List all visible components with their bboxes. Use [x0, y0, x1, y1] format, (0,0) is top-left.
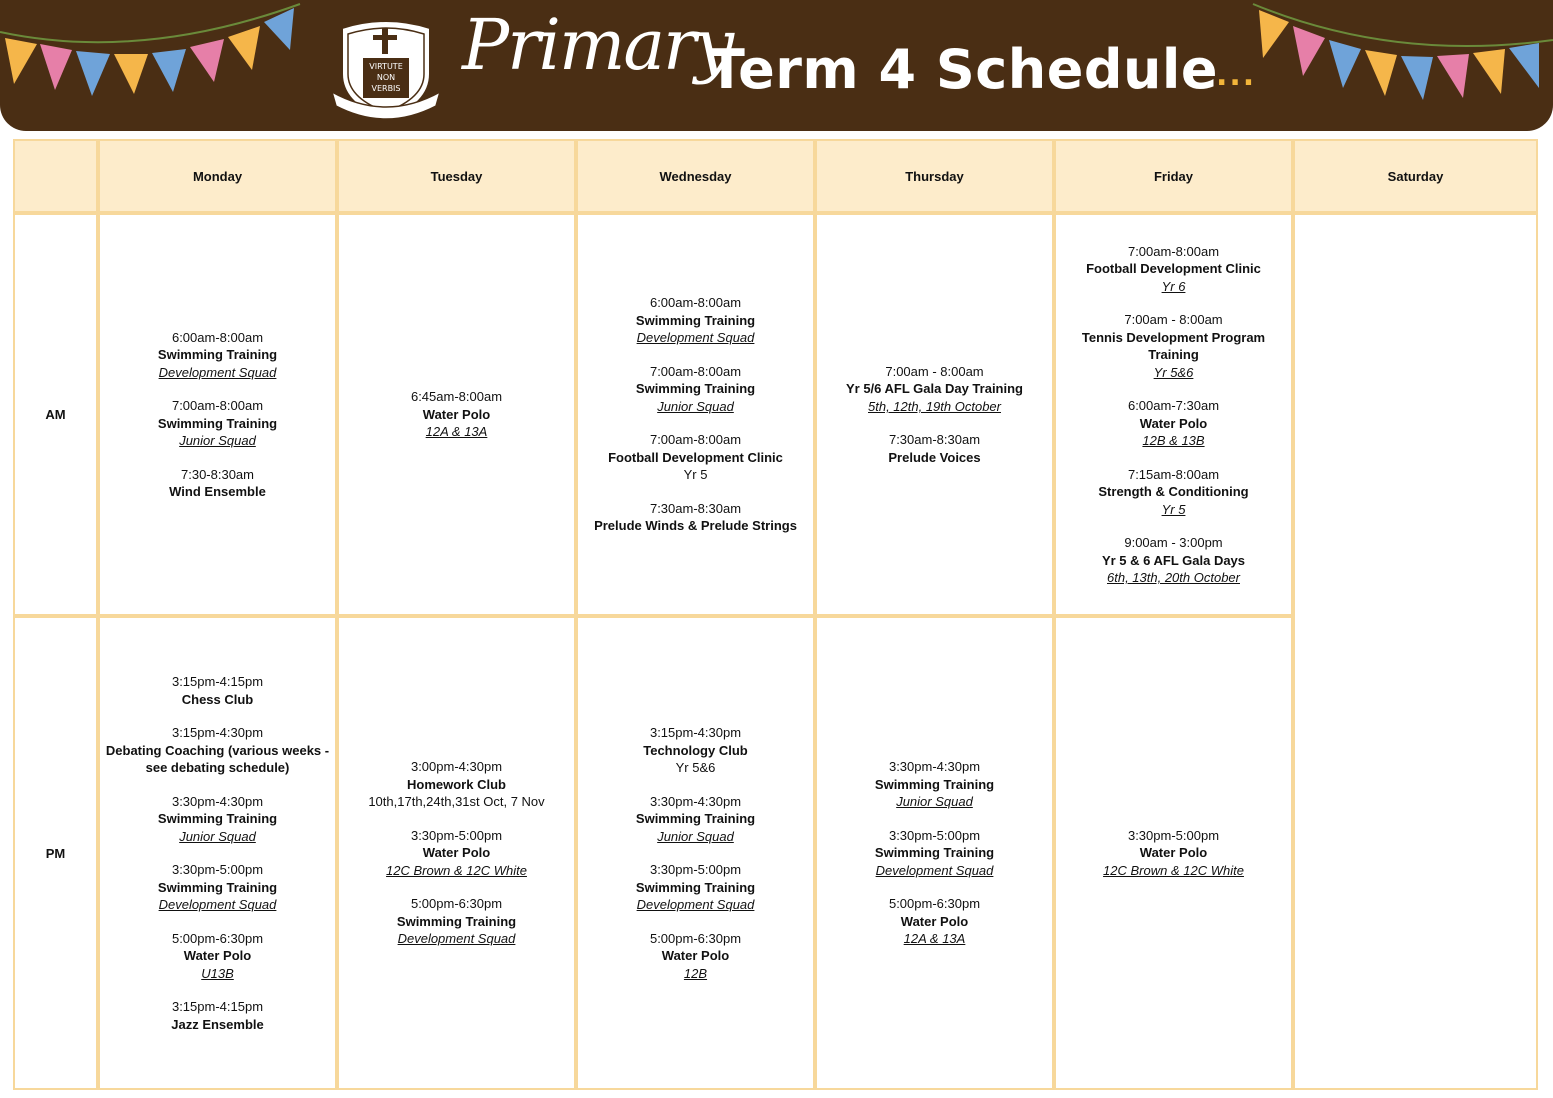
row-label-am: AM — [13, 213, 98, 616]
event-item — [100, 930, 335, 983]
event-time: 3:30pm-4:30pm — [888, 759, 981, 775]
event-name: Water Polo — [1139, 845, 1208, 861]
event-time: 3:30pm-5:00pm — [888, 827, 981, 843]
event-time: 7:00am-8:00am — [649, 432, 742, 448]
event-time: 3:00pm-4:30pm — [410, 759, 503, 775]
event-item — [100, 724, 335, 777]
event-group: Yr 5&6 — [1153, 364, 1194, 380]
event-item — [578, 930, 813, 983]
event-time: 5:00pm-6:30pm — [649, 930, 742, 946]
bunting-right-icon — [1243, 0, 1553, 131]
event-item — [817, 758, 1052, 811]
event-item — [1056, 243, 1291, 296]
event-name: Yr 5/6 AFL Gala Day Training — [845, 381, 1023, 397]
event-item — [100, 793, 335, 846]
crest-motto-line-3: VERBIS — [371, 84, 401, 93]
corner-cell — [13, 139, 98, 213]
event-name: Swimming Training — [157, 879, 278, 895]
event-name: Chess Club — [181, 691, 254, 707]
event-group: 12A & 13A — [425, 424, 488, 440]
event-item — [578, 431, 813, 484]
event-group: 5th, 12th, 19th October — [868, 398, 1001, 414]
day-header-monday: Monday — [98, 139, 337, 213]
event-name: Water Polo — [183, 948, 252, 963]
am-row — [13, 213, 1538, 616]
event-name: Swimming Training — [635, 312, 756, 328]
cell-am-friday — [1054, 213, 1293, 616]
cell-pm-thursday — [815, 616, 1054, 1090]
event-time: 3:15pm-4:15pm — [171, 674, 264, 689]
event-item — [578, 294, 813, 347]
event-name: Strength & Conditioning — [1098, 484, 1249, 499]
event-item — [578, 861, 813, 914]
event-item — [100, 397, 335, 450]
event-group: U13B — [201, 965, 234, 981]
event-group: Development Squad — [158, 897, 277, 912]
day-header-saturday: Saturday — [1293, 139, 1538, 213]
event-group: 12C Brown & 12C White — [1103, 862, 1244, 878]
header-row — [13, 139, 1538, 213]
event-name: Water Polo — [422, 845, 491, 861]
event-time: 3:30pm-5:00pm — [410, 827, 503, 843]
event-item — [1056, 534, 1291, 587]
event-group: 6th, 13th, 20th October — [1107, 570, 1240, 585]
event-name: Football Development Clinic — [608, 449, 783, 465]
event-group: Development Squad — [875, 862, 994, 878]
day-header-wednesday: Wednesday — [576, 139, 815, 213]
event-time: 6:00am-8:00am — [649, 295, 742, 311]
event-item — [339, 758, 574, 811]
event-time: 6:45am-8:00am — [410, 389, 503, 405]
event-name: Prelude Voices — [888, 449, 981, 465]
event-item — [1056, 397, 1291, 450]
event-time: 3:30pm-5:00pm — [171, 862, 264, 877]
event-detail: Yr 5&6 — [675, 760, 716, 775]
event-name: Water Polo — [900, 913, 969, 929]
cell-saturday — [1293, 213, 1538, 1090]
event-time: 5:00pm-6:30pm — [888, 896, 981, 912]
event-group: Junior Squad — [657, 398, 734, 414]
event-detail: 10th,17th,24th,31st Oct, 7 Nov — [368, 794, 545, 810]
cell-am-wednesday — [576, 213, 815, 616]
event-item — [578, 500, 813, 535]
event-group: Development Squad — [636, 897, 755, 912]
schedule-table — [13, 139, 1538, 1090]
cell-pm-tuesday — [337, 616, 576, 1090]
day-header-thursday: Thursday — [815, 139, 1054, 213]
event-item — [100, 466, 335, 501]
event-name: Water Polo — [661, 948, 730, 963]
event-name: Homework Club — [407, 776, 506, 792]
cell-am-thursday — [815, 213, 1054, 616]
event-item — [100, 673, 335, 708]
event-item — [578, 363, 813, 416]
header-banner — [0, 0, 1553, 131]
event-group: Yr 6 — [1161, 278, 1186, 294]
event-time: 7:30am-8:30am — [888, 432, 981, 448]
event-name: Swimming Training — [874, 845, 995, 861]
event-name: Prelude Winds & Prelude Strings — [594, 518, 797, 534]
event-group: 12B — [683, 965, 708, 981]
event-name: Swimming Training — [157, 347, 278, 362]
event-time: 6:00am-7:30am — [1127, 398, 1220, 413]
event-group: 12C Brown & 12C White — [386, 862, 527, 878]
event-time: 7:30am-8:30am — [649, 500, 742, 516]
event-name: Water Polo — [422, 406, 491, 422]
event-name: Swimming Training — [396, 913, 517, 929]
day-header-friday: Friday — [1054, 139, 1293, 213]
event-name: Yr 5 & 6 AFL Gala Days — [1101, 552, 1246, 568]
event-item — [1056, 827, 1291, 880]
event-time: 3:15pm-4:30pm — [649, 725, 742, 740]
event-time: 3:15pm-4:30pm — [171, 725, 264, 740]
event-name: Swimming Training — [874, 776, 995, 792]
event-time: 5:00pm-6:30pm — [410, 896, 503, 912]
event-item — [100, 861, 335, 914]
event-time: 9:00am - 3:00pm — [1124, 535, 1223, 550]
event-time: 7:00am - 8:00am — [1124, 312, 1223, 327]
event-group: Junior Squad — [896, 794, 973, 810]
event-detail: Yr 5 — [683, 467, 708, 483]
event-group: 12B & 13B — [1142, 433, 1205, 448]
title-dots: ... — [1216, 58, 1257, 93]
event-time: 7:15am-8:00am — [1127, 466, 1220, 482]
event-group: Yr 5 — [1161, 501, 1186, 517]
event-name: Swimming Training — [157, 415, 278, 431]
event-name: Tennis Development Program Training — [1081, 329, 1266, 362]
event-name: Swimming Training — [635, 381, 756, 397]
event-name: Technology Club — [643, 742, 748, 758]
event-group: Development Squad — [158, 364, 277, 380]
event-item — [578, 724, 813, 777]
event-time: 3:15pm-4:15pm — [171, 999, 264, 1014]
cell-am-monday — [98, 213, 337, 616]
event-name: Debating Coaching (various weeks - see debating schedule) — [105, 742, 330, 775]
event-name: Wind Ensemble — [169, 484, 266, 499]
event-item — [100, 998, 335, 1033]
cell-pm-wednesday — [576, 616, 815, 1090]
event-item — [1056, 466, 1291, 519]
event-time: 7:00am-8:00am — [649, 363, 742, 379]
cell-pm-monday — [98, 616, 337, 1090]
event-group: Development Squad — [397, 931, 516, 947]
event-time: 3:30pm-5:00pm — [649, 862, 742, 877]
event-group: Junior Squad — [179, 828, 256, 844]
event-time: 7:00am-8:00am — [1127, 243, 1220, 259]
event-time: 7:30-8:30am — [181, 466, 254, 482]
event-time: 7:00am-8:00am — [171, 398, 264, 413]
event-item — [578, 793, 813, 846]
event-item — [100, 329, 335, 382]
day-header-tuesday: Tuesday — [337, 139, 576, 213]
cell-pm-friday — [1054, 616, 1293, 1090]
event-name: Water Polo — [1139, 415, 1208, 431]
event-group: Junior Squad — [657, 828, 734, 844]
event-item — [339, 827, 574, 880]
event-group: 12A & 13A — [903, 931, 966, 947]
crest-motto-line-2: NON — [376, 73, 396, 82]
cell-am-tuesday — [337, 213, 576, 616]
event-name: Swimming Training — [635, 811, 756, 826]
row-label-pm: PM — [13, 616, 98, 1090]
event-item — [339, 895, 574, 948]
event-time: 6:00am-8:00am — [171, 329, 264, 345]
event-item — [817, 363, 1052, 416]
event-name: Swimming Training — [157, 811, 278, 826]
primary-script-title: Primary — [462, 4, 733, 86]
event-time: 3:30pm-4:30pm — [171, 793, 264, 809]
event-time: 3:30pm-5:00pm — [1127, 827, 1220, 843]
event-time: 5:00pm-6:30pm — [171, 930, 264, 946]
event-time: 3:30pm-4:30pm — [649, 793, 742, 809]
event-item — [817, 895, 1052, 948]
bunting-left-icon — [0, 0, 310, 131]
event-name: Jazz Ensemble — [171, 1016, 264, 1032]
event-name: Swimming Training — [635, 879, 756, 895]
event-item — [817, 431, 1052, 466]
event-item — [1056, 311, 1291, 381]
event-item — [339, 388, 574, 441]
event-group: Junior Squad — [179, 433, 256, 448]
college-crest-icon — [330, 14, 442, 124]
page-title: Term 4 Schedule — [708, 38, 1219, 101]
event-name: Football Development Clinic — [1086, 261, 1261, 276]
event-time: 7:00am - 8:00am — [885, 363, 984, 379]
event-item — [817, 827, 1052, 880]
event-group: Development Squad — [636, 330, 755, 346]
crest-motto-line-1: VIRTUTE — [369, 62, 403, 71]
